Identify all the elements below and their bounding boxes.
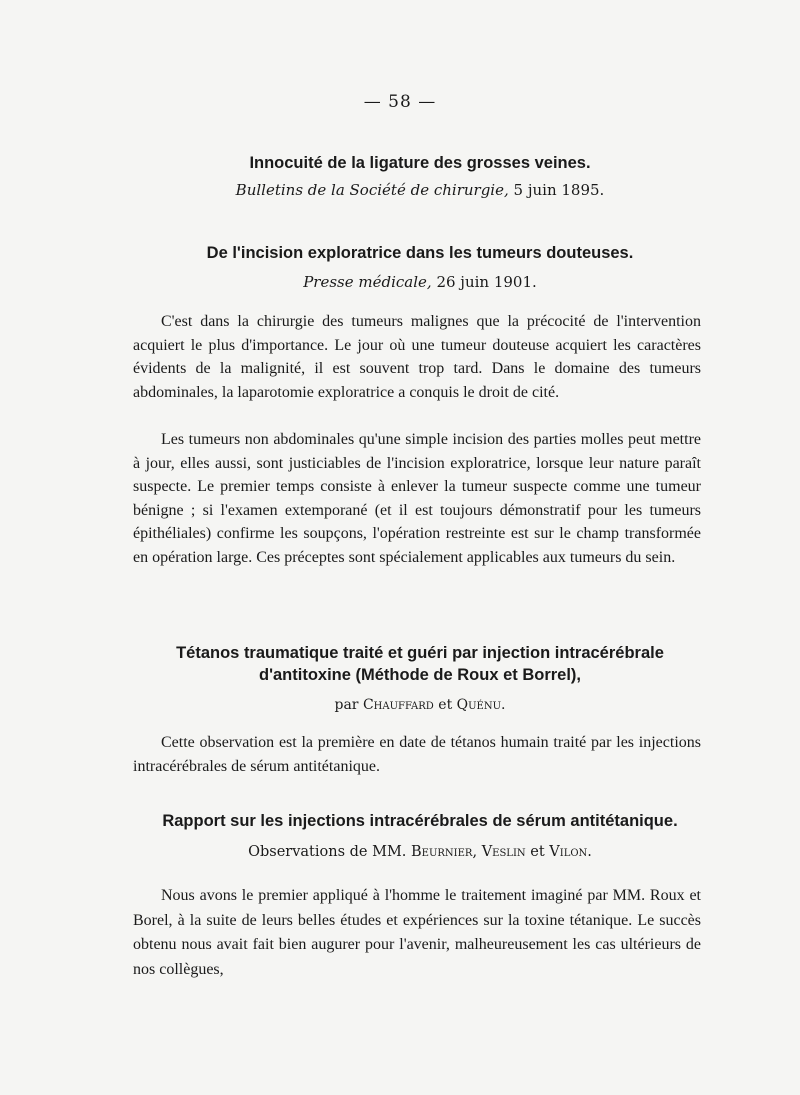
paragraph-incision-2: Les tumeurs non abdominales qu'une simple incision des parties molles peut mettre à jour, elles aussi, sont justiciables de l'incision exploratrice, lorsque leur nature paraît suspecte. Le premier temps consiste à enlever la tumeur suspecte comme une tumeur bénigne ; si l'examen extemporané (et il est toujours démonstratif pour les tumeurs épithéliales) confirme les soupçons, l'opération restreinte est sur le champ transformée en opération large. Ces préceptes sont spécialement applicables aux tumeurs du sein. xyxy=(133,431,701,566)
source-journal: Presse médicale, xyxy=(303,273,432,291)
section-source-incision xyxy=(100,273,740,291)
author-name: Vilon. xyxy=(549,844,592,860)
observers-join: et xyxy=(530,844,545,860)
author-name: Chauffard xyxy=(362,697,434,713)
authors-prefix: par xyxy=(334,697,359,713)
paragraph-incision-1: C'est dans la chirurgie des tumeurs malignes que la précocité de l'intervention acquiert le plus d'importance. Le jour où une tumeur douteuse acquiert les caractères évidents de la malignité, il est souvent trop tard. Dans le domaine des tumeurs abdominales, la laparotomie exploratrice a conquis le droit de cité. xyxy=(133,313,701,401)
title-line-2: d'antitoxine (Méthode de Roux et Borrel), xyxy=(258,666,582,684)
section-title-tetanos xyxy=(100,642,740,686)
section-authors-tetanos xyxy=(100,697,740,713)
page-number: — 58 — xyxy=(363,92,437,112)
author-name: Quénu. xyxy=(456,697,506,713)
paragraph-rapport: Nous avons le premier appliqué à l'homme le traitement imaginé par MM. Roux et Borel, à la suite de leurs belles études et expériences sur la toxine tétanique. Le succès obtenu nous avait fait bien augurer pour l'avenir, malheureusement les cas ultérieurs de nos collègues, xyxy=(133,887,701,978)
paragraph-tetanos: Cette observation est la première en date de tétanos humain traité par les injections intracérébrales de sérum antitétanique. xyxy=(133,734,701,775)
section-title-rapport: Rapport sur les injections intracérébrales de sérum antitétanique. xyxy=(162,812,678,830)
section-observers-rapport xyxy=(100,844,740,860)
section-source-ligature xyxy=(100,181,740,199)
source-date: 26 juin 1901. xyxy=(436,273,537,291)
author-name: Veslin xyxy=(481,844,526,860)
source-date: 5 juin 1895. xyxy=(513,181,605,199)
source-journal: Bulletins de la Société de chirurgie, xyxy=(235,181,509,199)
title-line-1: Tétanos traumatique traité et guéri par injection intracérébrale xyxy=(176,644,664,662)
section-title-ligature: Innocuité de la ligature des grosses veines. xyxy=(249,154,591,172)
section-title-incision: De l'incision exploratrice dans les tumeurs douteuses. xyxy=(206,244,634,262)
observers-prefix: Observations de MM. xyxy=(248,844,407,860)
authors-join: et xyxy=(438,697,453,713)
author-name: Beurnier, xyxy=(411,844,478,860)
